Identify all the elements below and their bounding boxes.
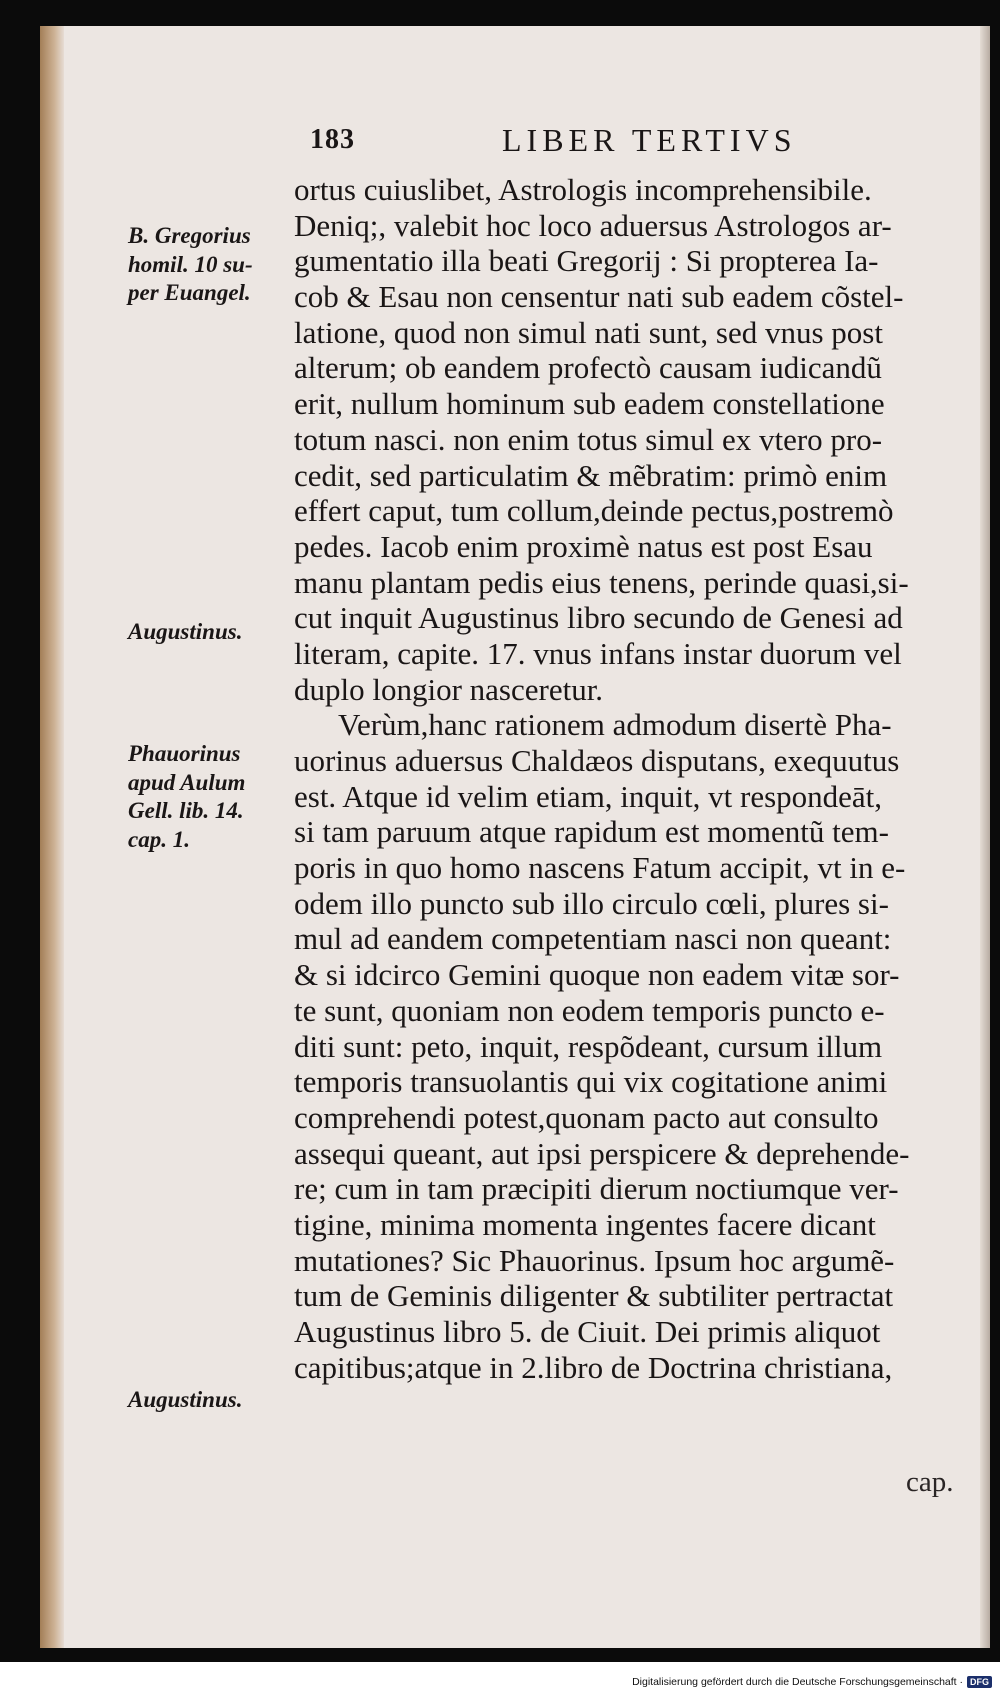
text-line: cedit, sed particulatim & mẽbratim: primò enim	[294, 457, 888, 493]
text-line: mutationes? Sic Phauorinus. Ipsum hoc argumẽ-	[294, 1242, 895, 1278]
text-line: erit, nullum hominum sub eadem constellatione	[294, 386, 885, 422]
text-line: & si idcirco Gemini quoque non eadem vitæ sor-	[294, 957, 900, 993]
margin-note-phauorinus	[128, 740, 245, 854]
footer-credit: Digitalisierung gefördert durch die Deutsche Forschungsgemeinschaft ·	[632, 1676, 963, 1688]
page-fore-edge	[980, 26, 990, 1648]
text-line: alterum; ob eandem profectò causam iudicandũ	[294, 350, 882, 386]
text-line: literam, capite. 17. vnus infans instar duorum vel	[294, 635, 902, 671]
margin-note-line: per Euangel.	[128, 280, 251, 305]
text-line: diti sunt: peto, inquit, respõdeant, cursum illum	[294, 1028, 883, 1064]
margin-note-line: homil. 10 su-	[128, 251, 253, 277]
text-line: assequi queant, aut ipsi perspicere & deprehende-	[294, 1135, 910, 1171]
text-line: te sunt, quoniam non eodem temporis puncto e-	[294, 992, 885, 1028]
text-line: uorinus aduersus Chaldæos disputans, exequutus	[294, 743, 900, 778]
text-line: capitibus;atque in 2.libro de Doctrina christiana,	[294, 1349, 893, 1385]
margin-note-line: apud Aulum	[128, 769, 246, 795]
text-line: tigine, minima momenta ingentes facere dicant	[294, 1206, 876, 1242]
text-line: poris in quo homo nascens Fatum accipit, vt in e-	[294, 850, 906, 886]
text-line: effert caput, tum collum,deinde pectus,postremò	[294, 493, 894, 529]
text-line: pedes. Iacob enim proximè natus est post Esau	[294, 528, 873, 564]
text-line: totum nasci. non enim totus simul ex vtero pro-	[294, 421, 883, 457]
text-line: temporis transuolantis qui vix cogitatione animi	[294, 1064, 888, 1100]
text-line: tum de Geminis diligenter & subtiliter pertractat	[294, 1278, 894, 1314]
digitization-footer	[632, 1672, 992, 1692]
margin-note-line: cap. 1.	[128, 826, 190, 852]
margin-note-augustinus-1	[128, 618, 242, 647]
margin-note-line: Phauorinus	[128, 741, 241, 766]
running-head: LIBER TERTIVS	[502, 122, 797, 158]
margin-note-line: B. Gregorius	[128, 223, 251, 248]
text-line: latione, quod non simul nati sunt, sed vnus post	[294, 314, 883, 350]
margin-note-line: Augustinus.	[128, 1387, 243, 1412]
page-number: 183	[310, 124, 355, 155]
text-line: Augustinus libro 5. de Ciuit. Dei primis aliquot	[294, 1314, 881, 1349]
text-line: comprehendi potest,quonam pacto aut consulto	[294, 1099, 879, 1135]
margin-note-line: Gell. lib. 14.	[128, 798, 244, 823]
text-line: Verùm,hanc rationem admodum disertè Pha-	[338, 707, 892, 743]
page-gutter-edge	[40, 26, 64, 1648]
text-line: duplo longior nasceretur.	[294, 671, 604, 707]
body-text	[294, 172, 974, 1385]
margin-note-line: Augustinus.	[128, 619, 243, 644]
margin-note-augustinus-2	[128, 1386, 242, 1415]
dfg-logo: DFG	[967, 1676, 992, 1688]
text-line: mul ad eandem competentiam nasci non queant:	[294, 921, 892, 957]
text-line: ortus cuiuslibet, Astrologis incomprehensibile.	[294, 172, 872, 207]
page-header	[310, 124, 830, 168]
text-line: gumentatio illa beati Gregorij : Si propterea Ia-	[294, 243, 879, 279]
catchword: cap.	[906, 1466, 954, 1498]
text-line: odem illo puncto sub illo circulo cœli, plures si-	[294, 885, 889, 921]
text-line: si tam paruum atque rapidum est momentũ tem-	[294, 814, 889, 850]
text-line: cut inquit Augustinus libro secundo de Genesi ad	[294, 600, 903, 636]
text-line: Deniq;, valebit hoc loco aduersus Astrologos ar-	[294, 207, 892, 243]
margin-note-gregorius	[128, 222, 253, 308]
text-line: re; cum in tam præcipiti dierum noctiumque ver-	[294, 1171, 899, 1207]
text-line: manu plantam pedis eius tenens, perinde quasi,si-	[294, 564, 909, 600]
text-line: est. Atque id velim etiam, inquit, vt respondeāt,	[294, 778, 883, 814]
text-line: cob & Esau non censentur nati sub eadem cõstel-	[294, 279, 904, 315]
